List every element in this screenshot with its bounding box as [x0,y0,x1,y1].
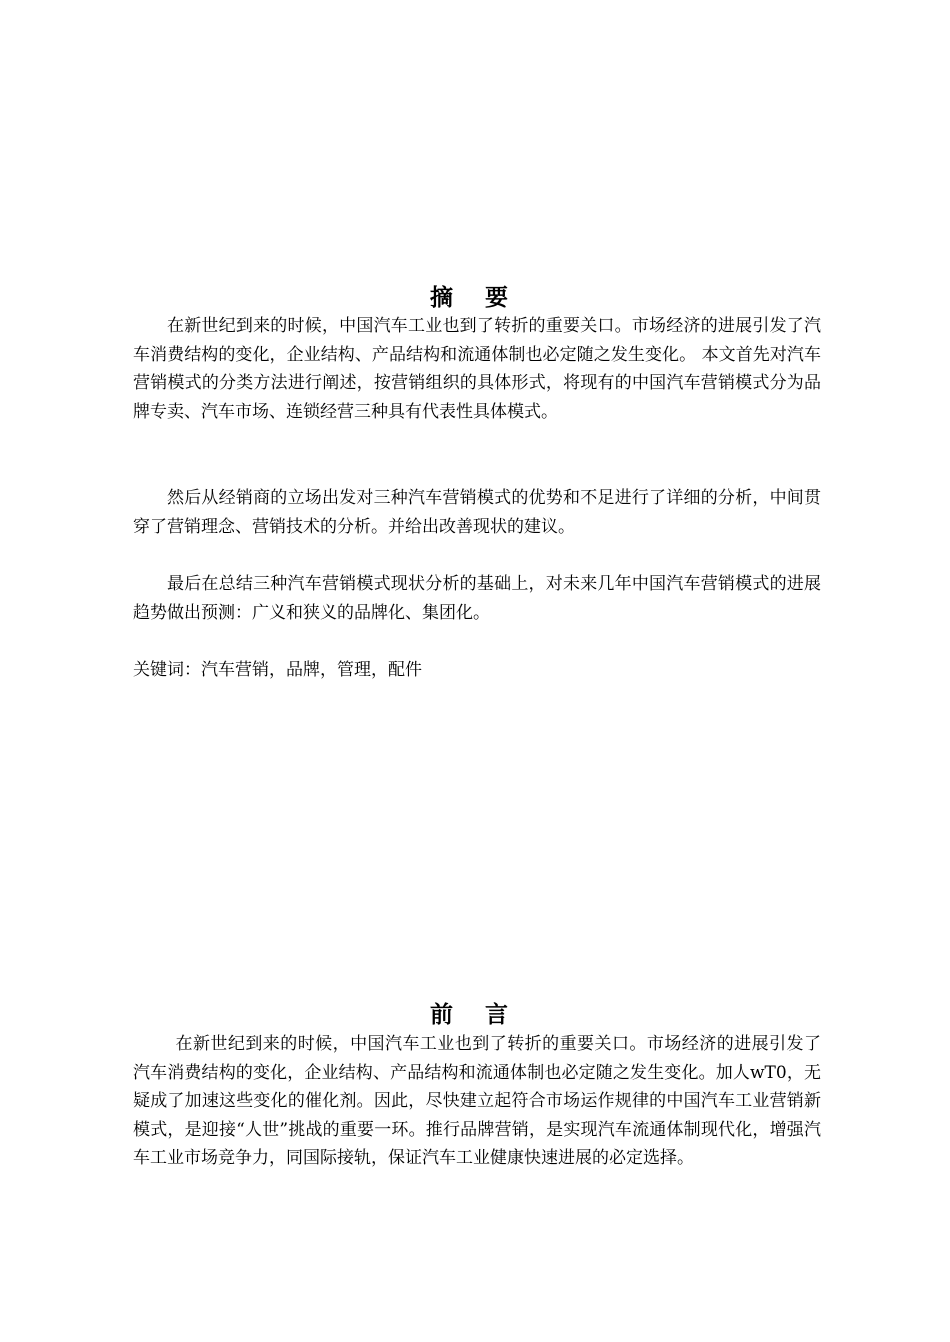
abstract-paragraph-1: 在新世纪到来的时候，中国汽车工业也到了转折的重要关口。市场经济的进展引发了汽车消费结构的变化，企业结构、产品结构和流通体制也必定随之发生变化。 本文首先对汽车营销模式的分类方法进行阐述，按营销组织的具体形式，将现有的中国汽车营销模式分为品牌专卖、汽车市场、连锁经营三种具有代表性具体模式。 [133,316,821,422]
abstract-paragraph-2: 然后从经销商的立场出发对三种汽车营销模式的优势和不足进行了详细的分析，中间贯穿了营销理念、营销技术的分析。并给出改善现状的建议。 [133,488,821,537]
keywords-line: 关键词：汽车营销，品牌，管理，配件 [133,660,422,680]
abstract-heading: 摘 要 [429,284,520,311]
abstract-paragraph-3: 最后在总结三种汽车营销模式现状分析的基础上，对未来几年中国汽车营销模式的进展趋势做出预测：广义和狭义的品牌化、集团化。 [133,574,821,623]
preface-heading: 前 言 [429,1001,520,1028]
preface-paragraph: 在新世纪到来的时候，中国汽车工业也到了转折的重要关口。市场经济的进展引发了汽车消费结构的变化，企业结构、产品结构和流通体制也必定随之发生变化。加人wT0，无疑成了加速这些变化的催化剂。因此，尽快建立起符合市场运作规律的中国汽车工业营销新模式，是迎接“人世”挑战的重要一环。推行品牌营销，是实现汽车流通体制现代化，增强汽车工业市场竞争力，同国际接轨，保证汽车工业健康快速进展的必定选择。 [133,1034,821,1168]
